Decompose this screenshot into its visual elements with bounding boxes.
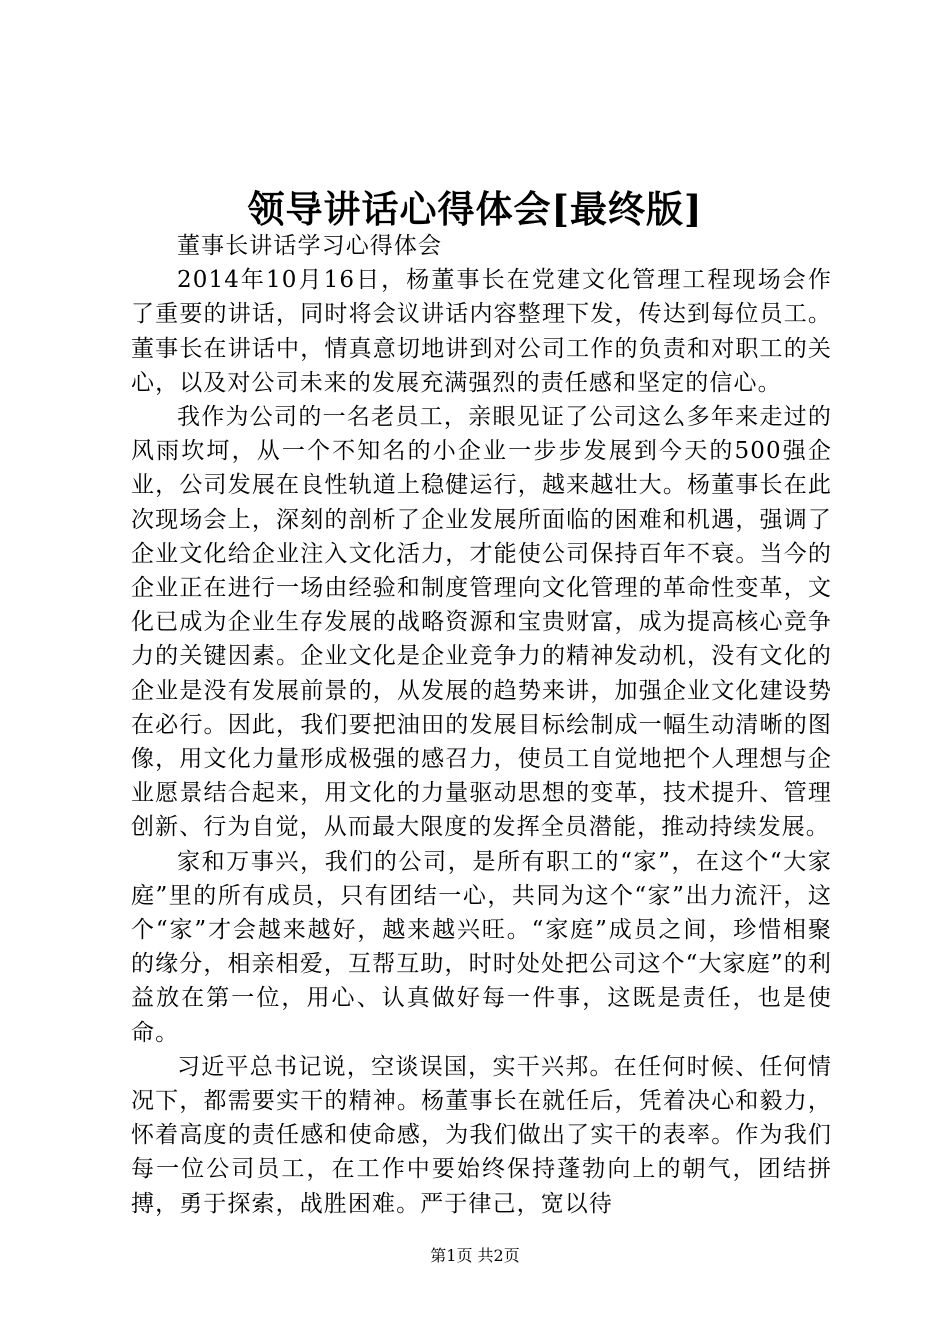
body-paragraph: 习近平总书记说，空谈误国，实干兴邦。在任何时候、任何情况下，都需要实干的精神。杨董事长在就任后，凭着决心和毅力，怀着高度的责任感和使命感，为我们做出了实干的表率。作为我们每一位公司员工，在工作中要始终保持蓬勃向上的朝气，团结拼搏，勇于探索，战胜困难。严于律己，宽以待 bbox=[131, 1053, 832, 1217]
body-paragraph: 2014年10月16日，杨董事长在党建文化管理工程现场会作了重要的讲话，同时将会议讲话内容整理下发，传达到每位员工。董事长在讲话中，情真意切地讲到对公司工作的负责和对职工的关心，以及对公司未来的发展充满强烈的责任感和坚定的信心。 bbox=[131, 267, 832, 396]
page-number-footer: 第1页 共2页 bbox=[430, 1246, 520, 1265]
body-paragraph: 我作为公司的一名老员工，亲眼见证了公司这么多年来走过的风雨坎坷，从一个不知名的小企业一步步发展到今天的500强企业，公司发展在良性轨道上稳健运行，越来越壮大。杨董事长在此次现场会上，深刻的剖析了企业发展所面临的困难和机遇，强调了企业文化给企业注入文化活力，才能使公司保持百年不衰。当今的企业正在进行一场由经验和制度管理向文化管理的革命性变革，文化已成为企业生存发展的战略资源和宝贵财富，成为提高核心竞争力的关键因素。企业文化是企业竞争力的精神发动机，没有文化的企业是没有发展前景的，从发展的趋势来讲，加强企业文化建设势在必行。因此，我们要把油田的发展目标绘制成一幅生动清晰的图像，用文化力量形成极强的感召力，使员工自觉地把个人理想与企业愿景结合起来，用文化的力量驱动思想的变革，技术提升、管理创新、行为自觉，从而最大限度的发挥全员潜能，推动持续发展。 bbox=[131, 404, 832, 841]
document-body bbox=[131, 229, 832, 1221]
document-title: 领导讲话心得体会[最终版] bbox=[247, 187, 703, 231]
subtitle-paragraph: 董事长讲话学习心得体会 bbox=[177, 233, 443, 259]
body-paragraph: 家和万事兴，我们的公司，是所有职工的“家”，在这个“大家庭”里的所有成员，只有团结一心，共同为这个“家”出力流汗，这个“家”才会越来越好，越来越兴旺。“家庭”成员之间，珍惜相聚的缘分，相亲相爱，互帮互助，时时处处把公司这个“大家庭”的利益放在第一位，用心、认真做好每一件事，这既是责任，也是使命。 bbox=[131, 848, 832, 1046]
